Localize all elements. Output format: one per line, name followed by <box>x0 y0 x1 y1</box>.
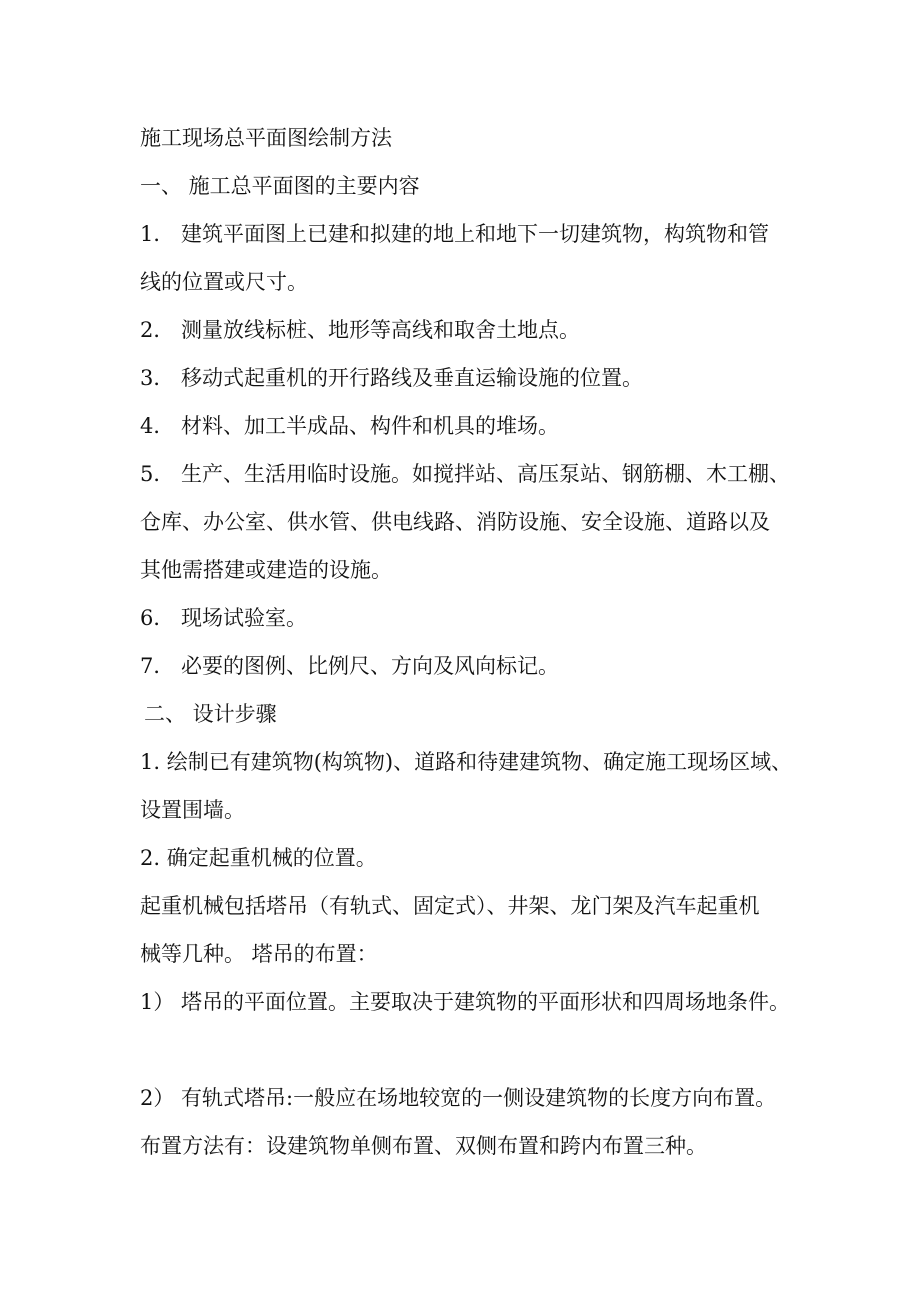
list-item-3: 3． 移动式起重机的开行路线及垂直运输设施的位置。 <box>140 366 644 390</box>
list-item-5-line-2: 仓库、办公室、供水管、供电线路、消防设施、安全设施、道路以及 <box>140 510 770 534</box>
list-item-7: 7． 必要的图例、比例尺、方向及风向标记。 <box>140 654 560 678</box>
tower-crane-item-1: 1） 塔吊的平面位置。主要取决于建筑物的平面形状和四周场地条件。 <box>140 990 791 1014</box>
list-item-1-line-1: 1． 建筑平面图上已建和拟建的地上和地下一切建筑物，构筑物和管 <box>140 222 770 246</box>
section-heading-design-steps: 二、 设计步骤 <box>144 702 277 726</box>
list-item-4: 4． 材料、加工半成品、构件和机具的堆场。 <box>140 414 560 438</box>
step-1-line-1: 1. 绘制已有建筑物(构筑物)、道路和待建建筑物、确定施工现场区域、 <box>140 750 793 774</box>
document-title: 施工现场总平面图绘制方法 <box>140 126 392 150</box>
tower-crane-item-2-line-1: 2） 有轨式塔吊:一般应在场地较宽的一侧设建筑物的长度方向布置。 <box>140 1086 777 1110</box>
step-1-line-2: 设置围墙。 <box>140 798 245 822</box>
tower-crane-item-2-line-2: 布置方法有：设建筑物单侧布置、双侧布置和跨内布置三种。 <box>140 1134 707 1158</box>
crane-paragraph-line-2: 械等几种。 塔吊的布置： <box>140 942 378 966</box>
section-heading-contents: 一、 施工总平面图的主要内容 <box>140 174 420 198</box>
list-item-5-line-1: 5． 生产、生活用临时设施。如搅拌站、高压泵站、钢筋棚、木工棚、 <box>140 462 791 486</box>
list-item-5-line-3: 其他需搭建或建造的设施。 <box>140 558 392 582</box>
list-item-2: 2． 测量放线标桩、地形等高线和取舍土地点。 <box>140 318 581 342</box>
crane-paragraph-line-1: 起重机械包括塔吊（有轨式、固定式）、井架、龙门架及汽车起重机 <box>140 894 760 918</box>
list-item-6: 6． 现场试验室。 <box>140 606 308 630</box>
list-item-1-line-2: 线的位置或尺寸。 <box>140 270 308 294</box>
step-2: 2. 确定起重机械的位置。 <box>140 846 377 870</box>
